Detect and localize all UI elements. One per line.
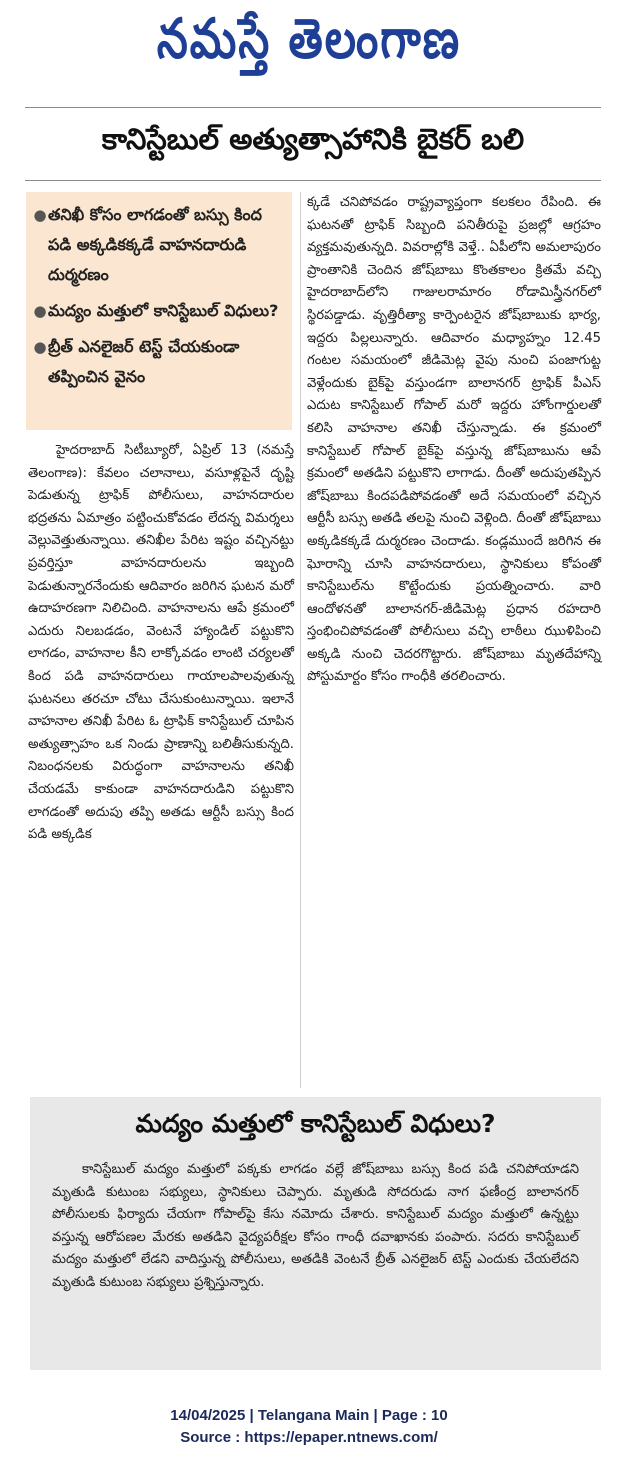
masthead bbox=[0, 0, 618, 92]
bullet-icon: ● bbox=[33, 206, 47, 224]
bullet-icon: ● bbox=[33, 302, 47, 320]
article-body-right-column: క్కడే చనిపోవడం రాష్ట్రవ్యాప్తంగా కలకలం రేపింది. ఈ ఘటనతో ట్రాఫిక్ సిబ్బంది పనితీరుపై ప్రజల్లో ఆగ్రహం వ్యక్తమవుతున్నది. వివరాల్లోకి వెళ్తే.. ఏపీలోని అమలాపురం ప్రాంతానికి చెందిన జోష్‌బాబు కొంతకాలం క్రితమే వచ్చి హైదరాబాద్‌లోని గాజులరామారం రోడామిస్త్రీనగర్‌లో స్థిరపడ్డాడు. వృత్తిరీత్యా కార్పెంటరైన జోష్‌బాబుకు భార్య, ఇద్దరు పిల్లలున్నారు. ఆదివారం మధ్యాహ్నం 12.45 గంటల సమయంలో జీడిమెట్ల వైపు నుంచి పంజాగుట్ట వెళ్లేందుకు బైక్‌పై వస్తుండగా బాలానగర్ ట్రాఫిక్ పీఎస్ ఎదుట కానిస్టేబుల్ గోపాల్ మరో ఇద్దరు హోంగార్డులతో కలిసి వాహనాల తనిఖీ చేస్తున్నాడు. ఈ క్రమంలో కానిస్టేబుల్ గోపాల్ బైక్‌పై వస్తున్న జోష్‌బాబును ఆపే క్రమంలో అతడిని పట్టుకొని లాగాడు. దీంతో అదుపుతప్పిన జోష్‌బాబు కిందపడిపోవడంతో అదే సమయంలో వచ్చిన ఆర్టీసీ బస్సు అతడి తలపై నుంచి వెళ్లింది. దీంతో జోష్‌బాబు అక్కడికక్కడే దుర్మరణం చెందాడు. కండ్లముందే జరిగిన ఈ ఘోరాన్ని చూసి వాహనదారులు, స్థానికులు కోపంతో కానిస్టేబుల్‌ను కొట్టేందుకు ప్రయత్నించారు. వారి ఆందోళనతో బాలానగర్-జీడిమెట్ల ప్రధాన రహదారి స్తంభించిపోవడంతో పోలీసులు వచ్చి లాఠీలు ఝుళిపించి అక్కడి నుంచి చెదరగొట్టారు. జోష్‌బాబు మృతదేహాన్ని పోస్టుమార్టం కోసం గాంధీకి తరలించారు. bbox=[307, 195, 602, 685]
sidebar-box bbox=[30, 1097, 601, 1370]
highlights-box bbox=[26, 192, 292, 430]
sidebar-box-body: కానిస్టేబుల్ మద్యం మత్తులో పక్కకు లాగడం వల్లే జోష్‌బాబు బస్సు కింద పడి చనిపోయాడని మృతుడి కుటుంబ సభ్యులు, స్థానికులు చెప్పారు. మృతుడి సోదరుడు నాగ ఫణీంద్ర బాలానగర్ పోలీసులకు ఫిర్యాదు చేయగా గోపాల్‌పై కేసు నమోదు చేశారు. కానిస్టేబుల్ మద్యం మత్తులో ఉన్నట్టు వస్తున్న ఆరోపణల మేరకు అతడిని వైద్యపరీక్షల కోసం గాంధీ దవాఖానకు పంపారు. సదరు కానిస్టేబుల్ మద్యం మత్తులో లేడని వాదిస్తున్న పోలీసులు, అతడికి వెంటనే బ్రీత్ ఎనలైజర్ టెస్ట్ ఎందుకు చేయలేదని మృతుడి కుటుంబ సభ్యులు ప్రశ్నిస్తున్నారు. bbox=[52, 1162, 579, 1290]
highlight-item bbox=[32, 200, 284, 290]
article-body-left-column: హైదరాబాద్ సిటీబ్యూరో, ఏప్రిల్ 13 (నమస్తే తెలంగాణ): కేవలం చలానాలు, వసూళ్లపైనే దృష్టి పెడుతున్న ట్రాఫిక్ పోలీసులు, వాహనదారుల భద్రతను ఏమాత్రం పట్టించుకోవడం లేదన్న విమర్శలు వెల్లువెత్తుతున్నాయి. తనిఖీల పేరిట ఇష్టం వచ్చినట్టు ప్రవర్తిస్తూ వాహనదారులను ఇబ్బంది పెడుతున్నారనేందుకు ఆదివారం జరిగిన ఘటన మరో ఉదాహరణగా నిలిచింది. వాహనాలను ఆపే క్రమంలో ఎదురు నిలబడడం, వెంటనే హ్యాండిల్ పట్టుకొని లాగడం, వాహనాల కీని లాక్కోవడం లాంటి చర్యలతో కింద పడి వాహనదారులు గాయాలపాలవుతున్న ఘటనలు తరచూ చోటు చేసుకుంటున్నాయి. ఇలానే వాహనాల తనిఖీ పేరిట ఓ ట్రాఫిక్ కానిస్టేబుల్ చూపిన అత్యుత్సాహం ఒక నిండు ప్రాణాన్ని బలితీసుకున్నది. నిబంధనలకు విరుద్ధంగా వాహనాలను తనిఖీ చేయడమే కాకుండా వాహనదారుడిని పట్టుకొని లాగడంతో అదుపు తప్పి అతడు ఆర్టీసీ బస్సు కింద పడి అక్కడిక bbox=[28, 443, 294, 843]
highlight-item bbox=[32, 296, 284, 326]
page-footer bbox=[0, 1405, 618, 1449]
newspaper-logo: నమస్తే తెలంగాణ bbox=[156, 7, 462, 71]
bullet-icon: ● bbox=[33, 338, 47, 356]
top-divider bbox=[25, 107, 601, 108]
edition-info: 14/04/2025 | Telangana Main | Page : 10 bbox=[170, 1407, 448, 1424]
highlight-text: తనిఖీ కోసం లాగడంతో బస్సు కింద పడి అక్కడికక్కడే వాహనదారుడి దుర్మరణం bbox=[48, 205, 262, 284]
sidebar-box-title: మద్యం మత్తులో కానిస్టేబుల్ విధులు? bbox=[135, 1109, 496, 1138]
article-headline: కానిస్టేబుల్ అత్యుత్సాహానికి బైకర్ బలి bbox=[101, 122, 525, 156]
source-link[interactable]: Source : https://epaper.ntnews.com/ bbox=[180, 1429, 438, 1446]
headline-divider bbox=[25, 180, 601, 181]
highlight-item bbox=[32, 332, 284, 392]
highlight-text: బ్రీత్ ఎనలైజర్ టెస్ట్ చేయకుండా తప్పించిన వైనం bbox=[48, 337, 240, 386]
highlight-text: మద్యం మత్తులో కానిస్టేబుల్ విధులు? bbox=[48, 301, 279, 320]
column-divider bbox=[300, 192, 301, 1088]
